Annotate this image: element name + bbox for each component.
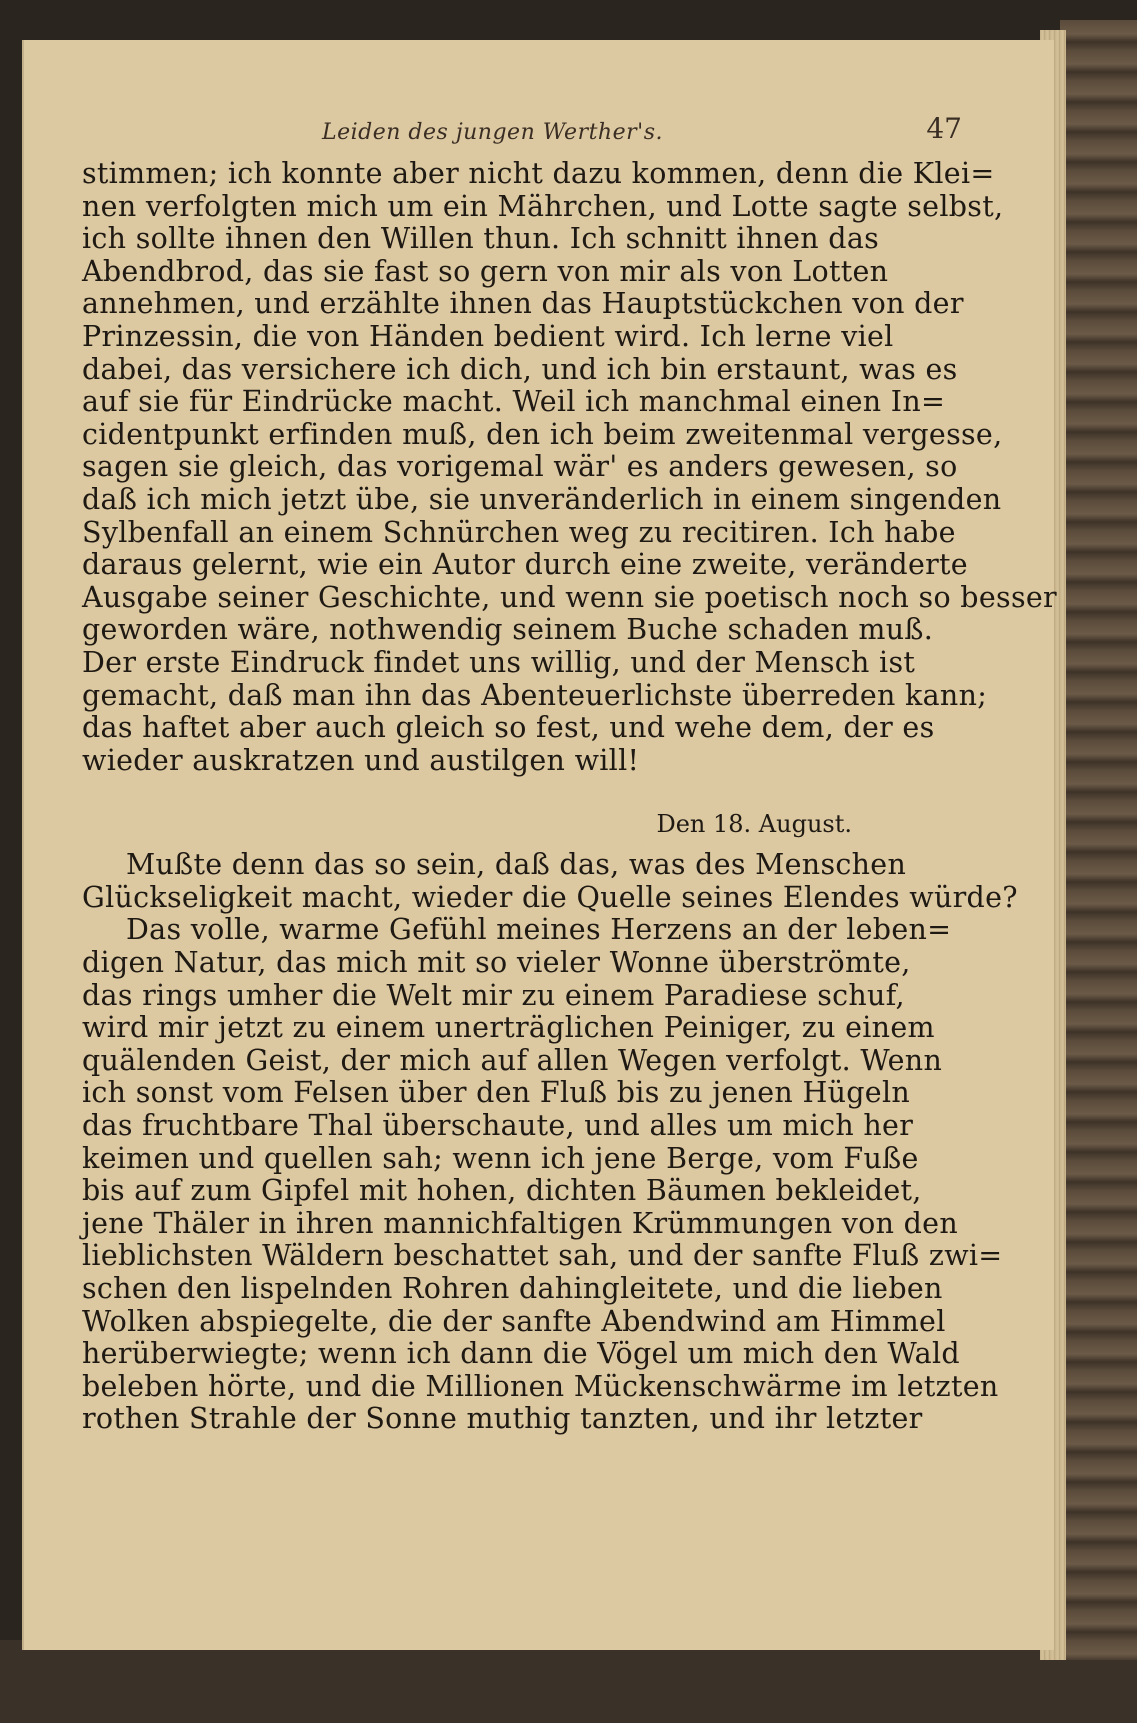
running-head-title: Leiden des jungen Werther's. bbox=[322, 120, 663, 145]
text-line: daraus gelernt, wie ein Autor durch eine zweite, veränderte bbox=[82, 548, 968, 582]
page-text-block bbox=[82, 112, 1057, 1436]
text-line: geworden wäre, nothwendig seinem Buche schaden muß. bbox=[82, 613, 934, 647]
text-line: wieder auskratzen und austilgen will! bbox=[82, 743, 640, 777]
text-line: herüberwiegte; wenn ich dann die Vögel um mich den Wald bbox=[82, 1337, 960, 1371]
text-line: auf sie für Eindrücke macht. Weil ich manchmal einen In= bbox=[82, 385, 946, 419]
paragraph-letter-opening bbox=[82, 848, 1018, 914]
text-line: rothen Strahle der Sonne muthig tanzten, und ihr letzter bbox=[82, 1402, 923, 1436]
text-line: das fruchtbare Thal überschaute, und alles um mich her bbox=[82, 1109, 914, 1143]
text-line: Mußte denn das so sein, daß das, was des Menschen bbox=[126, 848, 907, 882]
book-page bbox=[22, 40, 1057, 1650]
text-line: Wolken abspiegelte, die der sanfte Abendwind am Himmel bbox=[82, 1304, 946, 1338]
text-line: ich sonst vom Felsen über den Fluß bis zu jenen Hügeln bbox=[82, 1076, 911, 1110]
text-line: Abendbrod, das sie fast so gern von mir als von Lotten bbox=[82, 254, 889, 288]
text-line: sagen sie gleich, das vorigemal wär' es anders gewesen, so bbox=[82, 450, 958, 484]
text-line: Glückseligkeit macht, wieder die Quelle seines Elendes würde? bbox=[82, 880, 1018, 914]
text-line: daß ich mich jetzt übe, sie unveränderlich in einem singenden bbox=[82, 482, 1002, 516]
text-line: bis auf zum Gipfel mit hohen, dichten Bäumen bekleidet, bbox=[82, 1174, 922, 1208]
text-line: Der erste Eindruck findet uns willig, und der Mensch ist bbox=[82, 645, 916, 679]
text-line: stimmen; ich konnte aber nicht dazu kommen, denn die Klei= bbox=[82, 157, 995, 190]
letter-dateline: Den 18. August. bbox=[656, 810, 852, 839]
page-number: 47 bbox=[926, 112, 962, 145]
paragraph-nature bbox=[82, 913, 1003, 1436]
text-line: jene Thäler in ihren mannichfaltigen Krümmungen von den bbox=[82, 1206, 959, 1240]
book-cover-edge bbox=[0, 1640, 1137, 1723]
text-line: das rings umher die Welt mir zu einem Paradiese schuf, bbox=[82, 978, 905, 1012]
text-line: cidentpunkt erfinden muß, den ich beim zweitenmal vergesse, bbox=[82, 417, 1003, 451]
text-line: Sylbenfall an einem Schnürchen weg zu recitiren. Ich habe bbox=[82, 515, 956, 549]
text-line: das haftet aber auch gleich so fest, und wehe dem, der es bbox=[82, 711, 935, 745]
text-line: lieblichsten Wäldern beschattet sah, und der sanfte Fluß zwi= bbox=[82, 1239, 1003, 1273]
text-line: digen Natur, das mich mit so vieler Wonne überströmte, bbox=[82, 946, 911, 980]
text-line: Das volle, warme Gefühl meines Herzens an der leben= bbox=[126, 913, 952, 947]
text-line: Ausgabe seiner Geschichte, und wenn sie poetisch noch so besser bbox=[82, 580, 1057, 614]
text-line: nen verfolgten mich um ein Mährchen, und Lotte sagte selbst, bbox=[82, 189, 1004, 223]
text-line: keimen und quellen sah; wenn ich jene Berge, vom Fuße bbox=[82, 1141, 919, 1175]
text-line: beleben hörte, und die Millionen Mückenschwärme im letzten bbox=[82, 1369, 999, 1403]
text-line: quälenden Geist, der mich auf allen Wegen verfolgt. Wenn bbox=[82, 1043, 943, 1077]
text-line: schen den lispelnden Rohren dahingleitete, und die lieben bbox=[82, 1272, 943, 1305]
running-head bbox=[82, 112, 962, 152]
text-line: gemacht, daß man ihn das Abenteuerlichste überreden kann; bbox=[82, 678, 988, 712]
paragraph-continued bbox=[82, 157, 1057, 777]
book-spine bbox=[1060, 20, 1137, 1660]
text-line: dabei, das versichere ich dich, und ich bin erstaunt, was es bbox=[82, 352, 958, 386]
text-line: Prinzessin, die von Händen bedient wird. Ich lerne viel bbox=[82, 319, 894, 353]
text-line: annehmen, und erzählte ihnen das Hauptstückchen von der bbox=[82, 287, 964, 321]
text-line: wird mir jetzt zu einem unerträglichen Peiniger, zu einem bbox=[82, 1011, 935, 1045]
text-line: ich sollte ihnen den Willen thun. Ich schnitt ihnen das bbox=[82, 222, 880, 256]
